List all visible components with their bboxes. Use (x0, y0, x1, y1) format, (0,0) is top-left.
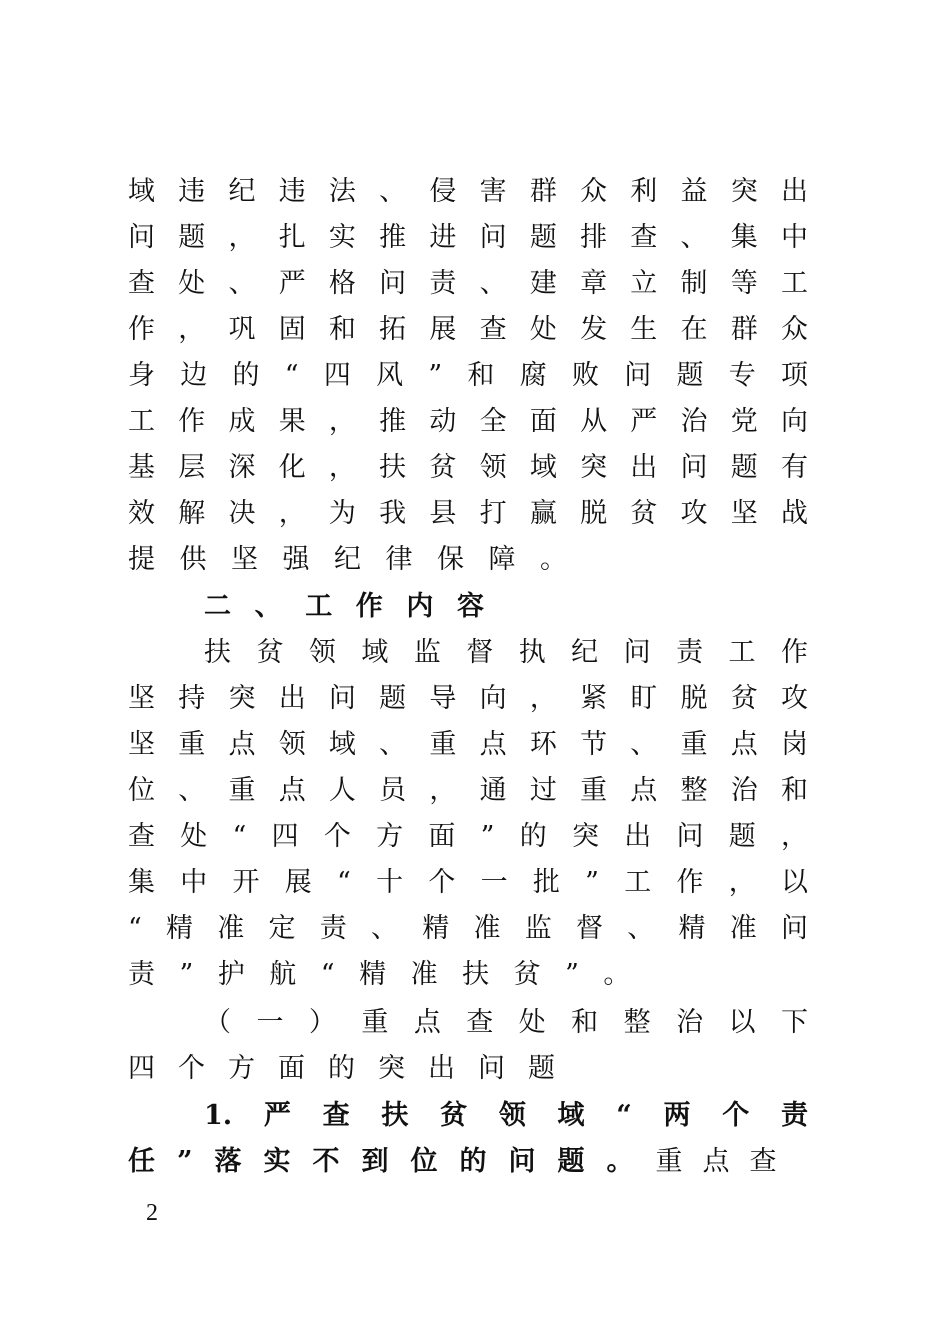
text-line: 坚持突出问题导向，紧盯脱贫攻 (128, 683, 808, 714)
text-line: 责”护航“精准扶贫”。 (128, 959, 655, 990)
body-text: 重点查 (655, 1146, 797, 1177)
text-line: 扶贫领域监督执纪问责工作 (204, 637, 808, 668)
bold-heading-line: 1.严查扶贫领域“两个责 (204, 1100, 808, 1131)
bold-heading-text: 任”落实不到位的问题。 (128, 1146, 656, 1177)
text-line: 查处、严格问责、建章立制等工 (128, 268, 808, 299)
text-line: 查处“四个方面”的突出问题， (128, 821, 808, 852)
text-line (128, 1139, 808, 1185)
text-line: 提供坚强纪律保障。 (128, 544, 592, 575)
text-line: 坚重点领域、重点环节、重点岗 (128, 729, 808, 760)
text-line: 基层深化，扶贫领域突出问题有 (128, 452, 808, 483)
text-line: 问题，扎实推进问题排查、集中 (128, 222, 808, 253)
text-line: 集中开展“十个一批”工作，以 (128, 867, 808, 898)
text-line: 工作成果，推动全面从严治党向 (128, 406, 808, 437)
section-heading: 二、工作内容 (204, 591, 484, 622)
subsection-heading: （一）重点查处和整治以下 (204, 1007, 808, 1038)
text-line: 作，巩固和拓展查处发生在群众 (128, 314, 808, 345)
page-number: 2 (146, 1200, 158, 1226)
subsection-heading: 四个方面的突出问题 (128, 1053, 578, 1084)
text-line: 身边的“四风”和腐败问题专项 (128, 360, 808, 391)
text-line: “精准定责、精准监督、精准问 (128, 913, 808, 944)
text-line: 域违纪违法、侵害群众利益突出 (128, 176, 808, 207)
text-line: 位、重点人员，通过重点整治和 (128, 775, 808, 806)
text-line: 效解决，为我县打赢脱贫攻坚战 (128, 498, 808, 529)
